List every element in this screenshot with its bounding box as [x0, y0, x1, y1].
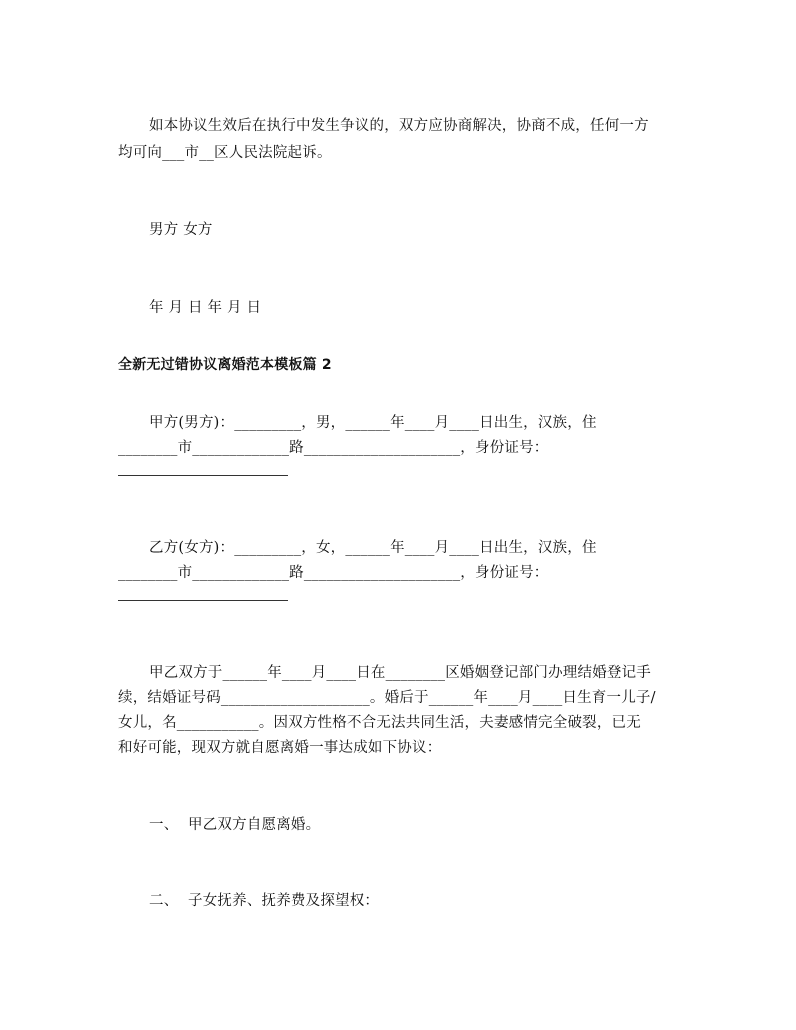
- party-a-line-1: 甲方(男方)：_________，男，______年____月____日出生，汉族，住: [149, 415, 597, 431]
- marriage-line-1: 甲乙双方于______年____月____日在________区婚姻登记部门办理结婚登记手: [149, 665, 651, 681]
- section-heading: 全新无过错协议离婚范本模板篇 2: [118, 357, 332, 373]
- clause-2: 二、 子女抚养、抚养费及探望权：: [149, 893, 380, 909]
- clause-1: 一、 甲乙双方自愿离婚。: [149, 817, 321, 833]
- dispute-line-2: 均可向___市__区人民法院起诉。: [118, 145, 332, 161]
- marriage-line-3: 女儿，名___________。因双方性格不合无法共同生活，夫妻感情完全破裂，已无: [118, 715, 641, 731]
- dispute-line-1: 如本协议生效后在执行中发生争议的，双方应协商解决，协商不成，任何一方: [149, 118, 649, 134]
- party-b-line-1: 乙方(女方)：_________，女，______年____月____日出生，汉族，住: [149, 540, 597, 556]
- id-number-blank-b: [118, 600, 288, 601]
- marriage-line-2: 续，结婚证号码____________________。婚后于______年____月____日生育一儿子/: [118, 690, 656, 706]
- party-b-line-2: ________市_____________路_____________________，身份证号：: [118, 565, 549, 581]
- signature-parties: 男方 女方: [149, 222, 213, 238]
- marriage-line-4: 和好可能，现双方就自愿离婚一事达成如下协议：: [118, 740, 442, 756]
- party-a-line-2: ________市_____________路_____________________，身份证号：: [118, 440, 549, 456]
- signature-dates: 年 月 日 年 月 日: [149, 300, 262, 316]
- id-number-blank-a: [118, 475, 288, 476]
